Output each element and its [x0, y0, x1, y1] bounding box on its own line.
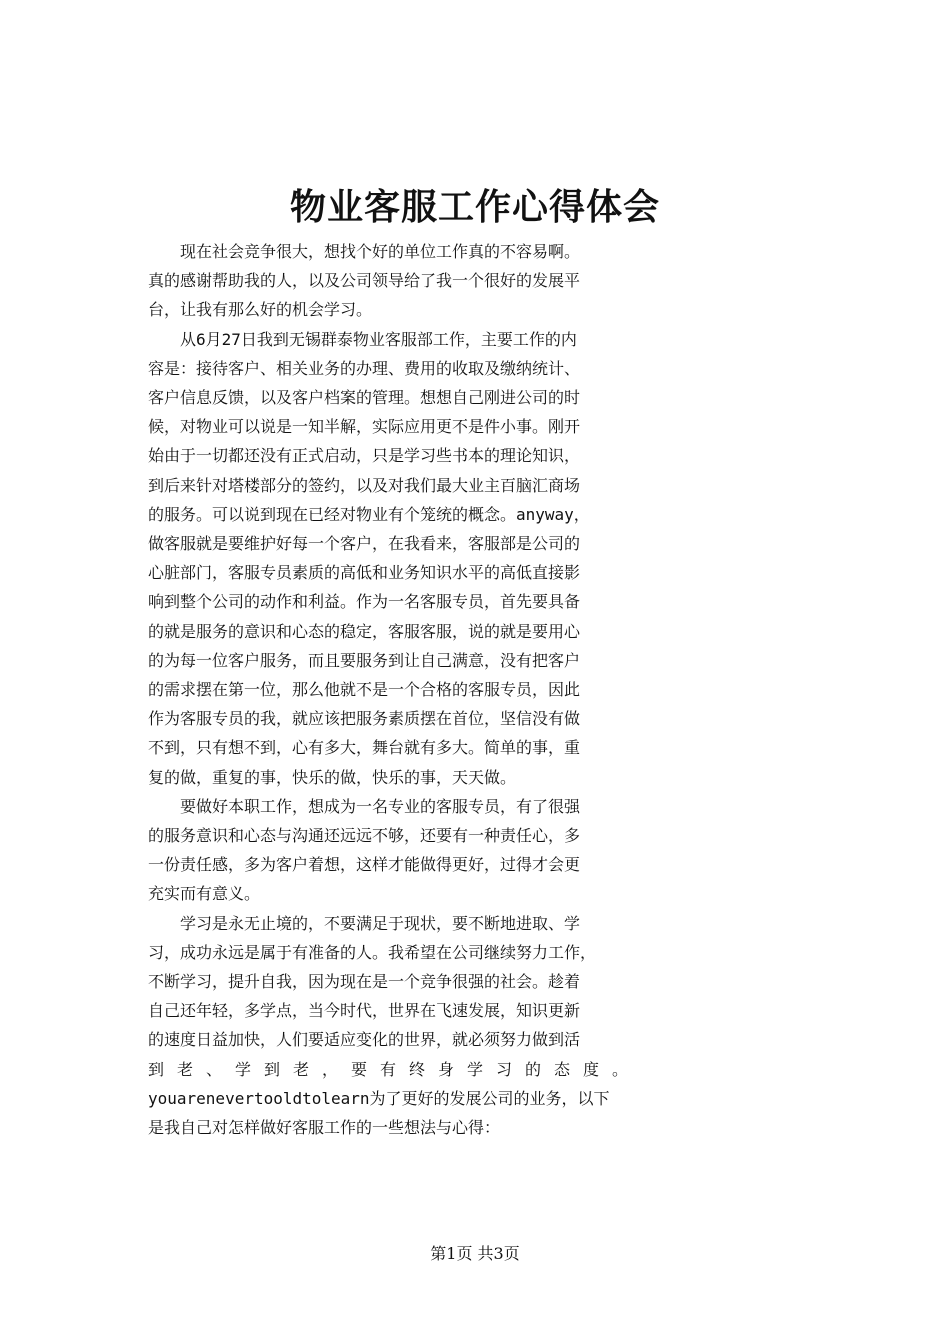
text-line: 作为客服专员的我，就应该把服务素质摆在首位，坚信没有做 — [148, 709, 581, 729]
text-line: 从6月27日我到无锡群泰物业客服部工作，主要工作的内 — [180, 329, 577, 349]
text-line: 候，对物业可以说是一知半解，实际应用更不是件小事。刚开 — [148, 417, 581, 437]
text-line: 始由于一切都还没有正式启动，只是学习些书本的理论知识， — [148, 446, 581, 466]
text-line: 一份责任感，多为客户着想，这样才能做得更好，过得才会更 — [148, 855, 581, 875]
text-line: 习，成功永远是属于有准备的人。我希望在公司继续努力工作， — [148, 942, 597, 962]
text-line: 是我自己对怎样做好客服工作的一些想法与心得： — [148, 1118, 501, 1138]
text-line: 充实而有意义。 — [148, 884, 261, 904]
page-footer: 第1页 共3页 — [430, 1244, 520, 1263]
paragraph-4 — [130, 909, 824, 1143]
text-line: 现在社会竞争很大，想找个好的单位工作真的不容易啊。 — [180, 242, 581, 261]
text-line: 容是：接待客户、相关业务的办理、费用的收取及缴纳统计、 — [148, 358, 581, 378]
text-line: 的服务。可以说到现在已经对物业有个笼统的概念。anyway， — [148, 504, 590, 524]
paragraph-1 — [130, 237, 824, 325]
text-line: 客户信息反馈，以及客户档案的管理。想想自己刚进公司的时 — [148, 388, 581, 408]
text-line: 的为每一位客户服务，而且要服务到让自己满意，没有把客户 — [148, 650, 581, 670]
text-line: 台，让我有那么好的机会学习。 — [148, 300, 373, 320]
text-line: 的就是服务的意识和心态的稳定，客服客服，说的就是要用心 — [148, 621, 581, 641]
text-line: 学习是永无止境的，不要满足于现状，要不断地进取、学 — [180, 913, 581, 933]
text-line: 的速度日益加快，人们要适应变化的世界，就必须努力做到活 — [148, 1030, 581, 1050]
text-line: 到老、学到老，要有终身学习的态度。 — [148, 1059, 642, 1079]
text-line: 响到整个公司的动作和利益。作为一名客服专员，首先要具备 — [148, 592, 581, 612]
text-line: 真的感谢帮助我的人，以及公司领导给了我一个很好的发展平 — [148, 271, 581, 291]
text-line: 的服务意识和心态与沟通还远远不够，还要有一种责任心，多 — [148, 826, 581, 846]
text-line: 复的做，重复的事，快乐的做，快乐的事，天天做。 — [148, 767, 517, 787]
paragraph-3 — [130, 792, 824, 909]
document-title: 物业客服工作心得体会 — [289, 186, 660, 228]
text-line: 心脏部门，客服专员素质的高低和业务知识水平的高低直接影 — [148, 563, 581, 583]
text-line: 的需求摆在第一位，那么他就不是一个合格的客服专员，因此 — [148, 680, 581, 700]
text-line: 到后来针对塔楼部分的签约，以及对我们最大业主百脑汇商场 — [148, 475, 581, 495]
text-line: 做客服就是要维护好每一个客户，在我看来，客服部是公司的 — [148, 534, 581, 554]
text-line: 不到，只有想不到，心有多大，舞台就有多大。简单的事，重 — [148, 738, 581, 758]
text-line: 要做好本职工作，想成为一名专业的客服专员，有了很强 — [180, 796, 581, 816]
text-line: 自己还年轻，多学点，当今时代，世界在飞速发展，知识更新 — [148, 1001, 581, 1021]
document-body — [130, 237, 824, 1142]
text-line: youarenevertooldtolearn为了更好的发展公司的业务，以下 — [148, 1088, 610, 1108]
paragraph-2 — [130, 325, 824, 792]
text-line: 不断学习，提升自我，因为现在是一个竞争很强的社会。趁着 — [148, 972, 581, 992]
